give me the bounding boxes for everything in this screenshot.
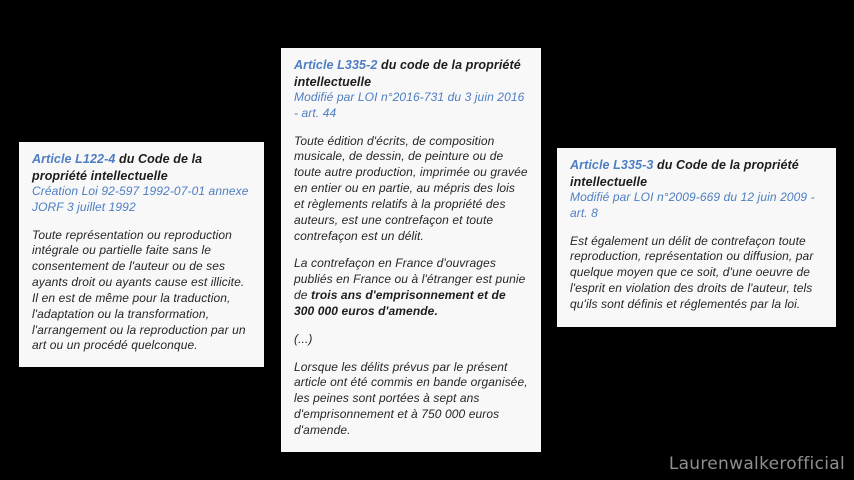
- paragraph-2-lead: La contrefaçon en France d'ouvrages publiés en France ou à l'étranger est punie de: [294, 256, 526, 303]
- article-l335-3-link[interactable]: Article L335-3: [570, 158, 654, 172]
- card-title-rest: du Code de la propriété intellectuelle: [32, 152, 203, 183]
- card-title: [32, 151, 251, 184]
- card-title-rest: du Code de la propriété intellectuelle: [570, 158, 799, 189]
- channel-watermark: Laurenwalkerofficial: [668, 454, 845, 474]
- law-reference-note: Création Loi 92-597 1992-07-01 annexe JORF 3 juillet 1992: [32, 184, 249, 214]
- article-body-paragraph-4: Lorsque les délits prévus par le présent article ont été commis en bande organisée, les peines sont portées à sept ans d'emprisonnement et à 750 000 euros d'amende.: [294, 359, 528, 437]
- card-title: [570, 157, 823, 190]
- card-title-rest: du code de la propriété intellectuelle: [294, 58, 521, 89]
- penalty-highlight: trois ans d'emprisonnement et de 300 000 euros d'amende.: [294, 288, 506, 318]
- article-l335-2-link[interactable]: Article L335-2: [294, 58, 378, 72]
- card-article-l335-3: [557, 148, 836, 327]
- card-title: [294, 57, 528, 90]
- article-body-text: Est également un délit de contrefaçon toute reproduction, représentation ou diffusion, par quelque moyen que ce soit, d'une oeuvre de l'esprit en violation des droits de l'auteur, tels qu'ils sont définis et réglementés par la loi.: [570, 233, 814, 311]
- article-body-text: Toute représentation ou reproduction intégrale ou partielle faite sans le consentement de l'auteur ou de ses ayants droit ou ayants cause est illicite. Il en est de même pour la traduction, l'adaptation ou la transformation, l'arrangement ou la reproduction par un art ou un procédé quelconque.: [32, 227, 246, 353]
- article-body-paragraph-1: Toute édition d'écrits, de composition musicale, de dessin, de peinture ou de toute autre production, imprimée ou gravée en entier ou en partie, au mépris des lois et règlements relatifs à la propriété des auteurs, est une contrefaçon et toute contrefaçon est un délit.: [294, 133, 528, 243]
- article-l122-4-link[interactable]: Article L122-4: [32, 152, 116, 166]
- ellipsis-paragraph: (...): [294, 331, 313, 346]
- law-reference-note: Modifié par LOI n°2009-669 du 12 juin 2009 - art. 8: [570, 190, 815, 220]
- article-body-paragraph-2: [294, 256, 528, 319]
- law-reference-note: Modifié par LOI n°2016-731 du 3 juin 2016 - art. 44: [294, 90, 525, 120]
- card-article-l122-4: [19, 142, 264, 367]
- card-article-l335-2: [281, 48, 541, 452]
